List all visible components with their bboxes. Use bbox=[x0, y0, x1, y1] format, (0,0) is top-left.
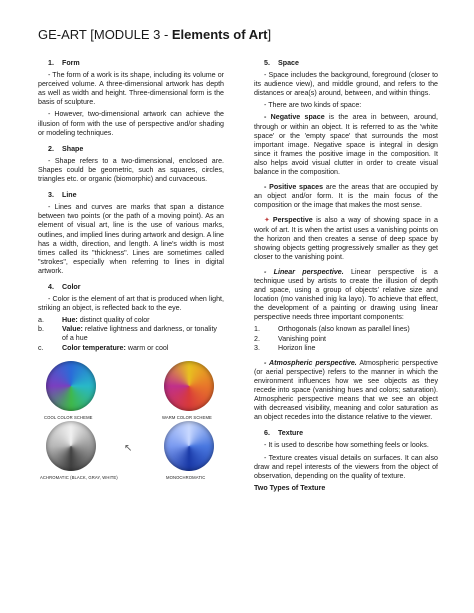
negative-space-paragraph: - Negative space is the area in between, around, through or within an object. It is referred to as the 'white space' or the 'empty space' that surrounds the most important image. Negative space is integral in design since it frames the positive image in the composition. It also helps avoid visual clutter in order to create visual balance in the composition. bbox=[254, 113, 438, 177]
section-space-heading: 5. Space bbox=[264, 59, 299, 67]
bullet-star-icon: ✦ bbox=[264, 217, 270, 225]
line-paragraph-1: - Lines and curves are marks that span a distance between two points (or the path of a moving point). As an element of visual art, line is the use of various marks, outlines, and implied lines during artwork and design. A line has a width, direction, and length. A line's width is most times called its "thickness". Lines are sometimes called "strokes", especially when referring to lines in digital artwork. bbox=[38, 203, 224, 275]
color-scheme-figure bbox=[38, 361, 224, 479]
left-column bbox=[38, 52, 224, 479]
shape-paragraph-1: - Shape refers to a two-dimensional, enclosed are. Shapes could be geometric, such as squares, circles, triangles etc. or organic (biomorphic) and curvaceous. bbox=[38, 156, 224, 184]
atmospheric-perspective-paragraph: - Atmospheric perspective. Atmospheric perspective (or aerial perspective) refers to the manner in which the environment influences how we see objects as they recede into space (vanishing hues and colors; saturation). Atmospheric perspective means that we see an object with decreased visibility, meaning and color saturation as an object recedes into the distance relative to the viewer. bbox=[254, 358, 438, 422]
section-texture-heading: 6. Texture bbox=[264, 429, 304, 438]
cool-scheme-caption: COOL COLOR SCHEME bbox=[44, 414, 93, 420]
section-line-heading: 3. Line bbox=[48, 191, 77, 200]
linear-perspective-paragraph: - Linear perspective. Linear perspective is a technique used by artists to create the illusion of depth and space, using a group of objects' relative size and location (mo vanished inig ka layo). To achieve that effect, the development of a painting or drawing using linear perspective needs three important components: bbox=[254, 267, 438, 322]
right-column bbox=[254, 52, 438, 496]
section-shape-heading: 2. Shape bbox=[48, 144, 84, 153]
section-form-heading: 1. Form bbox=[48, 59, 80, 67]
space-paragraph-2: - There are two kinds of space: bbox=[264, 101, 362, 110]
positive-space-paragraph: - Positive spaces are the areas that are occupied by an object and/or form. It is the main focus of the composition or the image that makes the most sense. bbox=[254, 183, 438, 210]
mouse-cursor-icon: ↖ bbox=[124, 442, 133, 454]
title-bold: Elements of Art bbox=[171, 27, 268, 42]
achromatic-color-wheel bbox=[46, 421, 96, 471]
warm-color-wheel bbox=[164, 361, 214, 411]
title-prefix: GE-ART [MODULE 3 - bbox=[38, 27, 172, 42]
texture-types-heading: Two Types of Texture bbox=[254, 483, 326, 492]
perspective-components-list bbox=[254, 325, 438, 352]
list-item: 3. Horizon line bbox=[254, 343, 316, 352]
perspective-paragraph: ✦ Perspective is also a way of showing space in a work of art. It is when the artist uses a vanishing points on the horizon and then creates a sense of deep space by showing objects getting progressively smaller as they get closer to the vanishing point. bbox=[254, 216, 438, 261]
form-paragraph-2: - However, two-dimensional artwork can achieve the illusion of form with the use of perspective and/or shading or modeling techniques. bbox=[38, 110, 224, 137]
texture-paragraph-2: - Texture creates visual details on surfaces. It can also draw and repel interests of the viewers from the object of observation, depending on the quality of texture. bbox=[254, 453, 438, 480]
title-suffix: ] bbox=[267, 27, 272, 42]
texture-paragraph-1: - It is used to describe how something feels or looks. bbox=[264, 441, 429, 450]
form-paragraph-1: - The form of a work is its shape, including its volume or perceived volume. A three-dimensional artwork has depth as well as width and height. Three-dimensional form is the basis of sculpture. bbox=[38, 71, 224, 107]
monochromatic-scheme-caption: MONOCHROMATIC bbox=[166, 474, 206, 480]
list-item: c. Color temperature: warm or cool bbox=[38, 343, 169, 352]
list-item: a. Hue: distinct quality of color bbox=[38, 316, 150, 325]
space-paragraph-1: - Space includes the background, foreground (closer to its audience view), and middle ground, and refers to the distances or area(s) around, between, and within things. bbox=[254, 71, 438, 98]
cool-color-wheel bbox=[46, 361, 96, 411]
section-color-heading: 4. Color bbox=[48, 282, 81, 291]
list-item: b. Value: relative lightness and darkness, or tonality of a hue bbox=[38, 325, 217, 343]
color-paragraph-1: - Color is the element of art that is produced when light, striking an object, is reflected back to the eye. bbox=[38, 295, 224, 313]
color-properties-list bbox=[38, 316, 224, 352]
achromatic-scheme-caption: ACHROMATIC (BLACK, GRAY, WHITE) bbox=[40, 474, 118, 480]
warm-scheme-caption: WARM COLOR SCHEME bbox=[162, 414, 212, 420]
monochromatic-color-wheel bbox=[164, 421, 214, 471]
list-item: 2. Vanishing point bbox=[254, 334, 326, 343]
page-title bbox=[38, 27, 438, 43]
list-item: 1. Orthogonals (also known as parallel lines) bbox=[254, 325, 410, 334]
